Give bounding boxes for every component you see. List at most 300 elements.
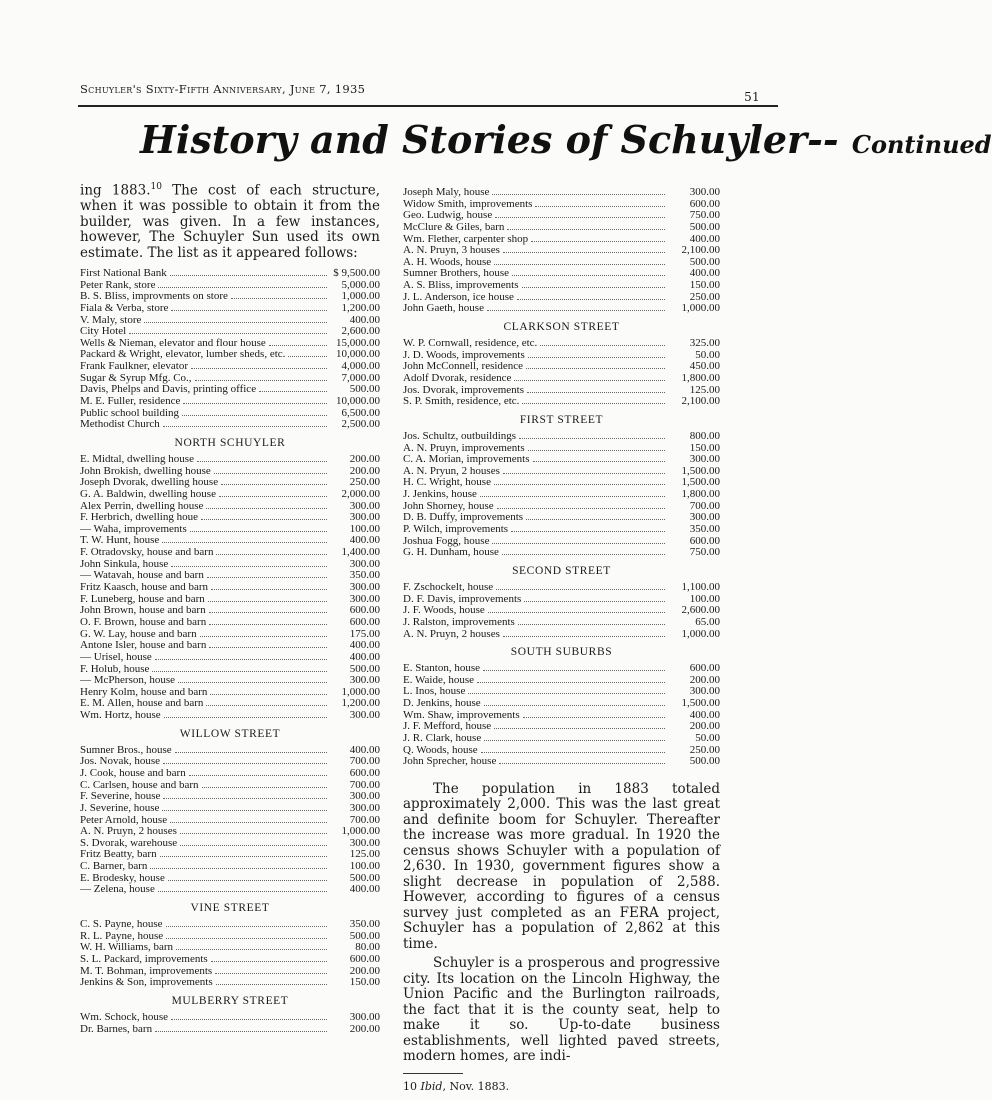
- item-amount: 10,000.00: [336, 348, 380, 361]
- right-building-list: [403, 187, 720, 768]
- item-amount: 200.00: [349, 964, 380, 977]
- list-item: [80, 396, 380, 408]
- item-name: W. H. Williams, barn: [80, 941, 174, 954]
- item-name: W. P. Cornwall, residence, etc.: [403, 337, 538, 350]
- footnote-rest: , Nov. 1883.: [442, 1079, 510, 1093]
- item-amount: 300.00: [349, 557, 380, 570]
- list-item: [80, 884, 380, 896]
- leader-dots: [503, 252, 665, 253]
- list-item: [80, 303, 380, 315]
- leader-dots: [495, 217, 665, 218]
- leader-dots: [155, 659, 327, 660]
- leader-dots: [211, 961, 327, 962]
- leader-dots: [533, 461, 666, 462]
- leader-dots: [162, 542, 327, 543]
- list-item: [403, 396, 720, 408]
- item-name: Sugar & Syrup Mfg. Co.,: [80, 371, 192, 384]
- leader-dots: [208, 601, 327, 602]
- list-item: [80, 710, 380, 722]
- item-name: A. N. Pryun, 2 houses: [403, 464, 500, 477]
- section-heading: FIRST STREET: [519, 413, 604, 426]
- item-name: Wm. Flether, carpenter shop: [403, 232, 529, 245]
- leader-dots: [518, 624, 665, 625]
- item-amount: 300.00: [349, 801, 380, 814]
- leader-dots: [215, 973, 327, 974]
- item-amount: 600.00: [689, 534, 720, 547]
- item-name: J. Jenkins, house: [403, 488, 477, 501]
- item-name: A. N. Pruyn, 2 houses: [80, 825, 177, 838]
- intro-lead: ing 1883.: [80, 182, 151, 199]
- item-name: Wm. Schock, house: [80, 1010, 168, 1023]
- item-name: R. L. Payne, house: [80, 929, 164, 942]
- section-heading: MULBERRY STREET: [171, 994, 289, 1007]
- list-item: [80, 454, 380, 466]
- leader-dots: [512, 275, 665, 276]
- item-name: M. E. Fuller, residence: [80, 395, 181, 408]
- item-amount: 200.00: [349, 452, 380, 465]
- item-name: C. Carlsen, house and barn: [80, 778, 199, 791]
- item-amount: 400.00: [349, 534, 380, 547]
- list-item: [403, 617, 720, 629]
- item-name: A. H. Woods, house: [403, 255, 492, 268]
- item-amount: 300.00: [349, 511, 380, 524]
- item-amount: 400.00: [349, 639, 380, 652]
- leader-dots: [162, 810, 327, 811]
- item-amount: 600.00: [349, 615, 380, 628]
- item-name: A. N. Pruyn, 2 houses: [403, 627, 500, 640]
- left-building-list: [80, 268, 380, 1035]
- leader-dots: [503, 636, 665, 637]
- item-amount: 500.00: [689, 255, 720, 268]
- item-amount: 300.00: [349, 790, 380, 803]
- item-amount: 300.00: [349, 581, 380, 594]
- item-amount: 5,000.00: [341, 278, 380, 291]
- item-amount: 250.00: [349, 476, 380, 489]
- leader-dots: [214, 473, 327, 474]
- leader-dots: [209, 612, 327, 613]
- list-item: [403, 547, 720, 559]
- item-amount: 500.00: [689, 220, 720, 233]
- item-amount: 700.00: [349, 755, 380, 768]
- item-amount: 150.00: [349, 976, 380, 989]
- item-name: City Hotel: [80, 325, 127, 338]
- item-amount: 600.00: [349, 604, 380, 617]
- item-amount: 350.00: [349, 918, 380, 931]
- item-amount: 400.00: [349, 883, 380, 896]
- item-amount: 2,000.00: [341, 487, 380, 500]
- leader-dots: [175, 752, 327, 753]
- item-name: G. H. Dunham, house: [403, 546, 499, 559]
- leader-dots: [496, 589, 665, 590]
- leader-dots: [468, 693, 665, 694]
- item-amount: 2,500.00: [341, 418, 380, 431]
- item-amount: 400.00: [349, 313, 380, 326]
- leader-dots: [144, 322, 327, 323]
- item-name: Jos. Novak, house: [80, 755, 161, 768]
- item-amount: 80.00: [355, 941, 380, 954]
- item-name: E. Midtal, dwelling house: [80, 452, 194, 465]
- item-amount: 450.00: [689, 360, 720, 373]
- item-name: S. L. Packard, improvements: [80, 952, 208, 965]
- item-amount: 10,000.00: [336, 395, 380, 408]
- item-amount: 600.00: [349, 952, 380, 965]
- list-item: [80, 861, 380, 873]
- population-paragraph: The population in 1883 totaled approximately 2,000. This was the last great and definite boom for Schuyler. Thereafter the increase was more gradual. In 1920 the census shows Schuyler with a population of 2,630. In 1930, government figures show a slight decrease in population of 2,588. However, according to figures of a census survey just completed as an FERA project, Schuyler has a population of 2,862 at this time.: [403, 780, 720, 952]
- leader-dots: [484, 740, 665, 741]
- leader-dots: [158, 287, 327, 288]
- list-item: [403, 303, 720, 315]
- item-amount: 7,000.00: [341, 371, 380, 384]
- item-amount: 300.00: [349, 592, 380, 605]
- item-name: John Sinkula, house: [80, 557, 169, 570]
- leader-dots: [502, 554, 665, 555]
- item-amount: 400.00: [349, 743, 380, 756]
- section-heading: SECOND STREET: [512, 564, 611, 577]
- item-name: E. Brodesky, house: [80, 871, 165, 884]
- item-amount: 200.00: [689, 673, 720, 686]
- leader-dots: [180, 833, 327, 834]
- leader-dots: [206, 508, 327, 509]
- leader-dots: [202, 787, 327, 788]
- list-item: [80, 1024, 380, 1036]
- item-amount: 6,500.00: [341, 406, 380, 419]
- leader-dots: [164, 717, 327, 718]
- title-sub: Continued: [851, 130, 992, 159]
- item-amount: 200.00: [349, 1022, 380, 1035]
- item-name: B. S. Bliss, improvments on store: [80, 290, 228, 303]
- item-name: Peter Arnold, house: [80, 813, 168, 826]
- leader-dots: [494, 484, 665, 485]
- leader-dots: [180, 845, 327, 846]
- item-name: J. Cook, house and barn: [80, 766, 186, 779]
- item-amount: 700.00: [349, 813, 380, 826]
- leader-dots: [528, 357, 665, 358]
- leader-dots: [176, 949, 327, 950]
- item-amount: 1,400.00: [341, 546, 380, 559]
- list-item: [80, 1012, 380, 1024]
- item-name: F. Herbrich, dwelling houe: [80, 511, 198, 524]
- leader-dots: [492, 194, 665, 195]
- item-amount: 300.00: [689, 685, 720, 698]
- item-name: J. Ralston, improvements: [403, 615, 515, 628]
- leader-dots: [183, 403, 327, 404]
- leader-dots: [503, 473, 665, 474]
- leader-dots: [166, 938, 327, 939]
- item-name: Wells & Nieman, elevator and flour house: [80, 336, 266, 349]
- item-name: Jos. Dvorak, improvements: [403, 383, 524, 396]
- leader-dots: [526, 519, 665, 520]
- item-amount: 100.00: [349, 860, 380, 873]
- footnote-rule: [403, 1073, 463, 1074]
- list-item: [403, 489, 720, 501]
- leader-dots: [209, 647, 327, 648]
- intro-text: The cost of each structure, when it was possible to obtain it from the builder, was given. In a few instances, however, The Schuyler Sun used its own estimate. The list as it appeared follows:: [80, 182, 380, 261]
- list-item: [403, 524, 720, 536]
- item-name: D. F. Davis, improvements: [403, 592, 522, 605]
- leader-dots: [524, 601, 665, 602]
- leader-dots: [163, 763, 327, 764]
- leader-dots: [499, 763, 665, 764]
- leader-dots: [507, 229, 665, 230]
- item-amount: 500.00: [349, 383, 380, 396]
- item-name: A. S. Bliss, improvements: [403, 279, 519, 292]
- item-name: Public school building: [80, 406, 179, 419]
- item-name: Adolf Dvorak, residence: [403, 371, 512, 384]
- item-name: Wm. Hortz, house: [80, 709, 161, 722]
- list-item: [403, 187, 720, 199]
- item-name: Joseph Dvorak, dwelling house: [80, 476, 219, 489]
- item-amount: 1,800.00: [681, 488, 720, 501]
- leader-dots: [170, 822, 327, 823]
- item-amount: 500.00: [349, 871, 380, 884]
- leader-dots: [166, 926, 328, 927]
- leader-dots: [197, 461, 327, 462]
- item-name: A. N. Pruyn, improvements: [403, 441, 525, 454]
- article-title: [140, 110, 992, 170]
- item-amount: 300.00: [349, 1010, 380, 1023]
- item-amount: 300.00: [689, 453, 720, 466]
- item-name: J. F. Mefford, house: [403, 720, 492, 733]
- footnote-number: 10: [403, 1079, 417, 1093]
- item-amount: 2,100.00: [681, 395, 720, 408]
- leader-dots: [171, 1019, 327, 1020]
- item-amount: 1,000.00: [341, 825, 380, 838]
- item-amount: 400.00: [689, 267, 720, 280]
- leader-dots: [481, 752, 665, 753]
- leader-dots: [540, 345, 665, 346]
- item-name: Jenkins & Son, improvements: [80, 976, 213, 989]
- item-name: E. M. Allen, house and barn: [80, 697, 204, 710]
- item-name: John Sprecher, house: [403, 755, 497, 768]
- leader-dots: [221, 484, 327, 485]
- leader-dots: [155, 1031, 327, 1032]
- item-name: McClure & Giles, barn: [403, 220, 505, 233]
- leader-dots: [488, 612, 665, 613]
- item-name: Packard & Wright, elevator, lumber sheds, etc.: [80, 348, 286, 361]
- title-main: History and Stories of Schuyler--: [140, 117, 839, 162]
- page-number: 51: [744, 90, 760, 104]
- item-name: J. D. Woods, improvements: [403, 348, 525, 361]
- item-amount: 350.00: [349, 569, 380, 582]
- leader-dots: [210, 694, 327, 695]
- item-name: — McPherson, house: [80, 674, 176, 687]
- leader-dots: [171, 310, 327, 311]
- item-name: F. Holub, house: [80, 662, 150, 675]
- item-name: C. A. Morian, improvements: [403, 453, 530, 466]
- list-item: [403, 338, 720, 350]
- section-heading: SOUTH SUBURBS: [510, 646, 613, 659]
- list-item: [80, 268, 380, 280]
- list-item: [80, 419, 380, 431]
- item-amount: 125.00: [689, 383, 720, 396]
- list-item: [403, 698, 720, 710]
- section-heading: NORTH SCHUYLER: [174, 436, 286, 449]
- list-item: [80, 768, 380, 780]
- item-amount: 1,200.00: [341, 697, 380, 710]
- leader-dots: [477, 682, 665, 683]
- item-amount: 150.00: [689, 441, 720, 454]
- leader-dots: [219, 496, 327, 497]
- item-name: F. Severine, house: [80, 790, 161, 803]
- item-amount: 100.00: [689, 592, 720, 605]
- item-name: J. Severine, house: [80, 801, 160, 814]
- item-name: E. Stanton, house: [403, 662, 480, 675]
- item-name: Geo. Ludwig, house: [403, 209, 493, 222]
- item-amount: 2,600.00: [341, 325, 380, 338]
- list-item: [80, 489, 380, 501]
- leader-dots: [200, 636, 327, 637]
- list-item: [80, 977, 380, 989]
- item-name: A. N. Pruyn, 3 houses: [403, 244, 500, 257]
- item-amount: 400.00: [689, 232, 720, 245]
- leader-dots: [519, 438, 665, 439]
- leader-dots: [487, 310, 665, 311]
- intro-paragraph: [80, 180, 380, 261]
- item-name: Peter Rank, store: [80, 278, 156, 291]
- leader-dots: [483, 670, 665, 671]
- leader-dots: [231, 298, 327, 299]
- item-amount: 200.00: [689, 720, 720, 733]
- item-name: G. W. Lay, house and barn: [80, 627, 197, 640]
- leader-dots: [189, 775, 327, 776]
- item-amount: 1,800.00: [681, 371, 720, 384]
- item-name: V. Maly, store: [80, 313, 142, 326]
- item-name: D. B. Duffy, improvements: [403, 511, 524, 524]
- item-name: — Watavah, house and barn: [80, 569, 204, 582]
- leader-dots: [195, 380, 327, 381]
- item-amount: 1,100.00: [681, 580, 720, 593]
- item-name: E. Waide, house: [403, 673, 475, 686]
- item-amount: 500.00: [349, 662, 380, 675]
- leader-dots: [514, 380, 665, 381]
- item-name: Fritz Kaasch, house and barn: [80, 581, 208, 594]
- item-amount: 300.00: [349, 674, 380, 687]
- item-name: F. Otradovsky, house and barn: [80, 546, 214, 559]
- leader-dots: [171, 566, 327, 567]
- item-name: Jos. Schultz, outbuildings: [403, 429, 517, 442]
- item-name: H. C. Wright, house: [403, 476, 491, 489]
- item-name: John Gaeth, house: [403, 302, 484, 315]
- item-amount: 600.00: [689, 197, 720, 210]
- item-name: Joshua Fogg, house: [403, 534, 490, 547]
- leader-dots: [170, 275, 327, 276]
- item-name: C. S. Payne, house: [80, 918, 163, 931]
- item-name: — Zelena, house: [80, 883, 155, 896]
- leader-dots: [163, 798, 327, 799]
- item-amount: 500.00: [349, 929, 380, 942]
- section-heading: WILLOW STREET: [179, 727, 281, 740]
- item-amount: 500.00: [689, 755, 720, 768]
- leader-dots: [531, 241, 665, 242]
- footnote-ref: 10: [150, 182, 162, 192]
- footnote-ibid: Ibid: [420, 1079, 443, 1093]
- item-amount: 1,000.00: [341, 290, 380, 303]
- item-name: Wm. Shaw, improvements: [403, 708, 520, 721]
- item-name: Joseph Maly, house: [403, 186, 490, 198]
- list-item: [80, 582, 380, 594]
- item-amount: 100.00: [349, 522, 380, 535]
- leader-dots: [209, 624, 327, 625]
- list-item: [80, 617, 380, 629]
- item-amount: 700.00: [349, 778, 380, 791]
- item-amount: 400.00: [349, 650, 380, 663]
- leader-dots: [528, 450, 665, 451]
- leader-dots: [522, 403, 665, 404]
- item-name: Widow Smith, improvements: [403, 197, 533, 210]
- item-amount: 600.00: [689, 662, 720, 675]
- leader-dots: [494, 728, 665, 729]
- leader-dots: [511, 531, 665, 532]
- list-item: [403, 582, 720, 594]
- item-amount: 300.00: [349, 836, 380, 849]
- section-heading: VINE STREET: [190, 902, 270, 915]
- leader-dots: [522, 287, 665, 288]
- item-amount: $ 9,500.00: [333, 267, 380, 279]
- leader-dots: [168, 880, 327, 881]
- leader-dots: [527, 392, 665, 393]
- item-name: Antone Isler, house and barn: [80, 639, 207, 652]
- list-item: [80, 547, 380, 559]
- item-name: Methodist Church: [80, 418, 160, 431]
- item-name: Sumner Brothers, house: [403, 267, 510, 280]
- leader-dots: [160, 856, 327, 857]
- leader-dots: [211, 589, 327, 590]
- item-name: J. L. Anderson, ice house: [403, 290, 514, 303]
- list-item: [80, 803, 380, 815]
- leader-dots: [191, 368, 327, 369]
- item-name: M. T. Bohman, improvements: [80, 964, 213, 977]
- list-item: [403, 431, 720, 443]
- leader-dots: [163, 426, 327, 427]
- item-amount: 300.00: [689, 511, 720, 524]
- item-amount: 250.00: [689, 290, 720, 303]
- leader-dots: [526, 368, 665, 369]
- leader-dots: [269, 345, 327, 346]
- item-name: F. Luneberg, house and barn: [80, 592, 205, 605]
- list-item: [80, 652, 380, 664]
- item-name: Q. Woods, house: [403, 743, 478, 756]
- item-name: O. F. Brown, house and barn: [80, 615, 207, 628]
- item-amount: 750.00: [689, 546, 720, 559]
- item-amount: 1,200.00: [341, 301, 380, 314]
- item-name: S. P. Smith, residence, etc.: [403, 395, 520, 408]
- list-item: [403, 373, 720, 385]
- item-amount: 175.00: [349, 627, 380, 640]
- list-item: [80, 919, 380, 931]
- item-name: Dr. Barnes, barn: [80, 1022, 153, 1035]
- list-item: [403, 222, 720, 234]
- item-name: D. Jenkins, house: [403, 697, 481, 710]
- item-name: C. Barner, barn: [80, 860, 148, 873]
- item-amount: 250.00: [689, 743, 720, 756]
- item-name: Fiala & Verba, store: [80, 301, 169, 314]
- leader-dots: [158, 891, 327, 892]
- item-amount: 65.00: [695, 615, 720, 628]
- leader-dots: [182, 415, 327, 416]
- item-amount: 50.00: [695, 348, 720, 361]
- leader-dots: [535, 206, 665, 207]
- item-name: — Waha, improvements: [80, 522, 187, 535]
- prosperity-paragraph: Schuyler is a prosperous and progressive city. Its location on the Lincoln Highway, the Union Pacific and the Burlington railroads, the fact that it is the county seat, help to make it so. Up-to-date business establishments, well lighted paved streets, modern homes, are indi-: [403, 955, 720, 1065]
- item-name: Fritz Beatty, barn: [80, 848, 157, 861]
- leader-dots: [517, 299, 665, 300]
- item-amount: 400.00: [689, 708, 720, 721]
- item-name: T. W. Hunt, house: [80, 534, 160, 547]
- footnote: [403, 1080, 720, 1093]
- item-name: First National Bank: [80, 267, 167, 279]
- item-amount: 4,000.00: [341, 360, 380, 373]
- item-amount: 350.00: [689, 523, 720, 536]
